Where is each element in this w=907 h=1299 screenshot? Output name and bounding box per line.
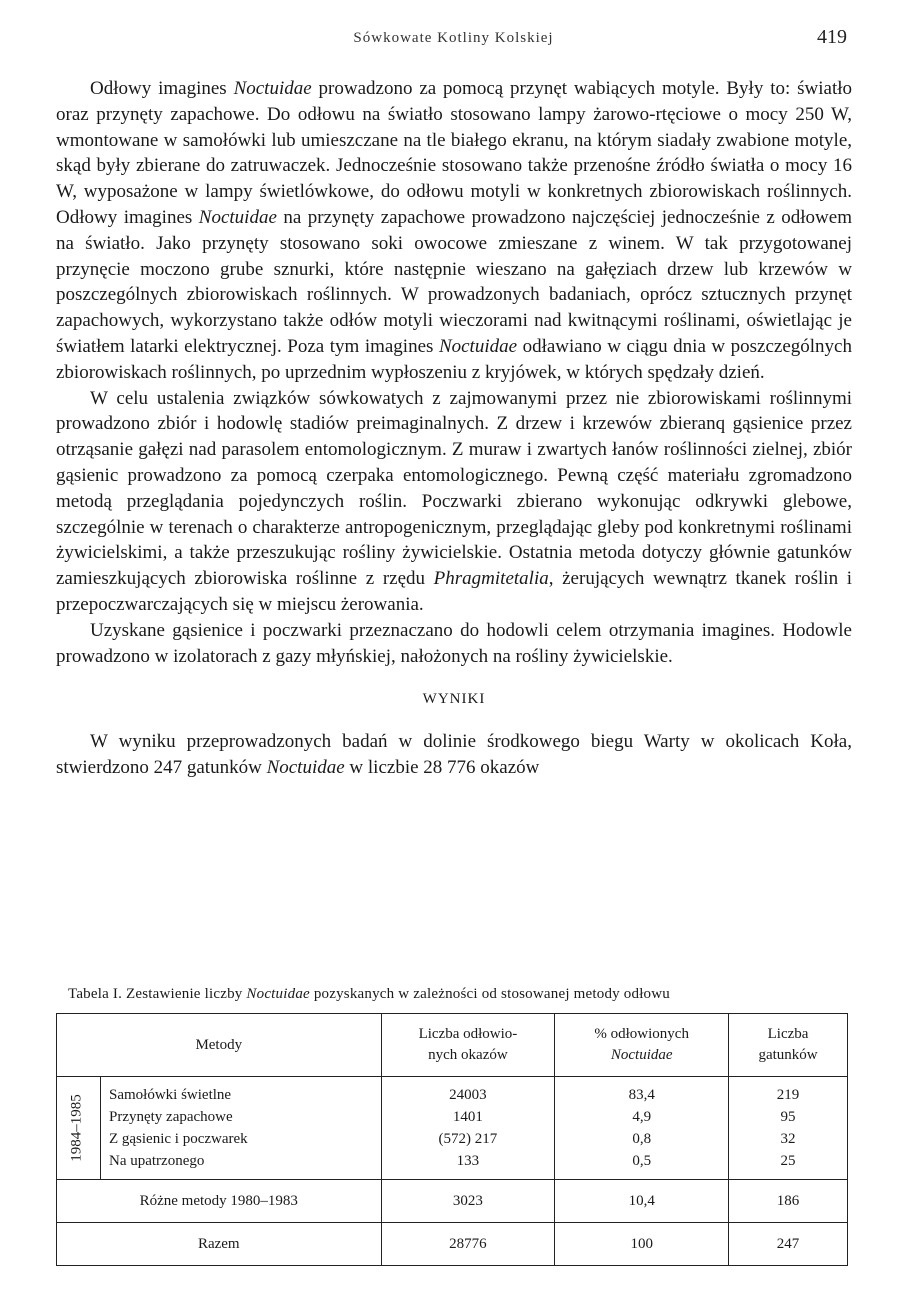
period-counts-cell (381, 1077, 555, 1180)
section-heading: WYNIKI (422, 691, 486, 708)
percent-larvae-pupae: 0,8 (632, 1131, 652, 1147)
method-scent-baits: Przynęty zapachowe (108, 1109, 233, 1125)
total-species: 247 (729, 1223, 848, 1266)
text-run: W celu ustalenia związków sówkowatych z zajmowanymi przez nie zbiorowiskami roślinnymi prowadzono zbiór i hodowlę stadiów preimaginalnych. Z drzew i krzewów zbieranq gąsienice przez otrząsanie gałęzi nad parasolem entomologicznym. Z muraw i zwartych łanów roślinności zielnej, zbiór gąsienic prowadzono za pomocą czerpaka entomologicznego. Pewną część materiału zgromadzono metodą przeglądania pojedynczych roślin. Poczwarki zbierano wykonując odkrywki glebowe, szczególnie w terenach o charakterze antropogenicznym, przeglądając gleby pod konkretnymi roślinami żywicielskimi, a także przeszukując rośliny żywicielskie. Ostatnia metoda dotyczy głównie gatunków zamieszkujących zbiorowiska roślinne z rzędu (56, 387, 852, 590)
header-count-line1: Liczba odłowio- (418, 1026, 518, 1042)
species-scent-baits: 95 (780, 1109, 796, 1125)
period-methods-cell (100, 1077, 381, 1180)
species-targeted: 25 (780, 1153, 796, 1169)
count-light-traps: 24003 (449, 1087, 487, 1103)
paragraph-4 (56, 729, 852, 781)
taxon-name: Noctuidae (198, 206, 277, 228)
total-count: 28776 (381, 1223, 555, 1266)
taxon-name: Noctuidae (233, 78, 312, 99)
header-methods (57, 1014, 382, 1077)
count-scent-baits: 1401 (452, 1109, 483, 1125)
text-run: , żerujących wewnątrz tkanek roślin i przepoczwarczających się w miejscu żerowania. (56, 568, 853, 615)
taxon-name: Noctuidae (266, 756, 345, 778)
table-caption (68, 986, 858, 1003)
header-percent (555, 1014, 729, 1077)
table-row-period (57, 1077, 848, 1180)
period-cell (57, 1077, 101, 1180)
header-species-line1: Liczba (767, 1026, 809, 1042)
period-percents-cell (555, 1077, 729, 1180)
text-run: Odłowy imagines (90, 78, 234, 99)
method-targeted: Na upatrzonego (108, 1153, 205, 1169)
running-header: Sówkowate Kotliny Kolskiej (353, 30, 554, 46)
percent-targeted: 0,5 (632, 1153, 652, 1169)
taxon-name: Noctuidae (438, 335, 518, 357)
table-row-other-methods (57, 1180, 848, 1223)
paragraph-3 (56, 618, 852, 670)
percent-light-traps: 83,4 (628, 1087, 655, 1103)
other-methods-percent: 10,4 (555, 1180, 729, 1223)
header-species-line2: gatunków (758, 1047, 818, 1063)
text-run: odławiano w ciągu dnia w poszczególnych zbiorowiskach roślinnych, po uprzednim wypłoszeniu z kryjówek, w których spędzały dzień. (56, 335, 852, 383)
method-light-traps: Samołówki świetlne (108, 1087, 232, 1103)
table-row-total (57, 1223, 848, 1266)
header-count-line2: nych okazów (428, 1047, 508, 1063)
results-table (56, 1013, 848, 1266)
text-run: na przynęty zapachowe prowadzono najczęściej jednocześnie z odłowem na światło. Jako przynęty stosowano soki owocowe zmieszane z winem. W tak przygotowanej przynęcie moczono grube sznurki, które następnie wieszano na gałęziach drzew lub krzewów w poszczególnych zbiorowiskach roślinnych. W prowadzonych badaniach, oprócz sztucznych przynęt zapachowych, wykorzystano także odłów motyli wieczorami nad kwitnącymi roślinami, oświetlając je światłem latarki elektrycznej. Poza tym imagines (56, 206, 852, 357)
table-caption-prefix: Tabela I. Zestawienie liczby (68, 986, 247, 1002)
percent-scent-baits: 4,9 (632, 1109, 652, 1125)
count-larvae-pupae: (572) 217 (438, 1131, 498, 1147)
count-targeted: 133 (456, 1153, 480, 1169)
header-percent-line1: % odłowionych (594, 1026, 689, 1042)
paragraph-2 (56, 386, 852, 618)
other-methods-count: 3023 (381, 1180, 555, 1223)
table-caption-suffix: pozyskanych w zależności od stosowanej metody odłowu (309, 986, 670, 1002)
header-count (381, 1014, 555, 1077)
species-larvae-pupae: 32 (780, 1131, 796, 1147)
table-header-row (57, 1014, 848, 1077)
other-methods-species: 186 (729, 1180, 848, 1223)
paragraph-1 (56, 76, 852, 386)
text-run: prowadzono za pomocą przynęt wabiących motyle. Były to: światło oraz przynęty zapachowe. Do odłowu na światło stosowano lampy żarowo-rtęciowe o mocy 250 W, wmontowane w samołówki lub umieszczane na tle białego ekranu, na którym siadały zwabione motyle, skąd były zbierane do zatruwaczek. Jednocześnie stosowano także przenośne źródło światła o mocy 16 W, wyposażone w lampy świetlówkowe, do odłowu motyli w konkretnych zbiorowiskach roślinnych. Odłowy imagines (56, 78, 853, 228)
total-percent: 100 (555, 1223, 729, 1266)
table-caption-taxon: Noctuidae (246, 986, 310, 1002)
period-species-cell (729, 1077, 848, 1180)
species-light-traps: 219 (776, 1087, 800, 1103)
taxon-name: Phragmitetalia (433, 568, 549, 590)
header-percent-line2: Noctuidae (610, 1047, 673, 1063)
page-number: 419 (817, 26, 847, 48)
other-methods-label: Różne metody 1980–1983 (57, 1180, 382, 1223)
header-methods-label: Metody (195, 1036, 243, 1053)
body-text (56, 76, 852, 781)
method-larvae-pupae: Z gąsienic i poczwarek (108, 1131, 248, 1147)
text-run: w liczbie 28 776 okazów (344, 756, 540, 778)
total-label: Razem (57, 1223, 382, 1266)
header-species (729, 1014, 848, 1077)
text-run: W wyniku przeprowadzonych badań w dolinie środkowego biegu Warty w okolicach Koła, stwierdzono 247 gatunków (56, 731, 852, 778)
period-label: 1984–1985 (68, 1094, 85, 1162)
text-run: Uzyskane gąsienice i poczwarki przeznaczano do hodowli celem otrzymania imagines. Hodowle prowadzono w izolatorach z gazy młyńskiej, nałożonych na rośliny żywicielskie. (56, 619, 852, 667)
